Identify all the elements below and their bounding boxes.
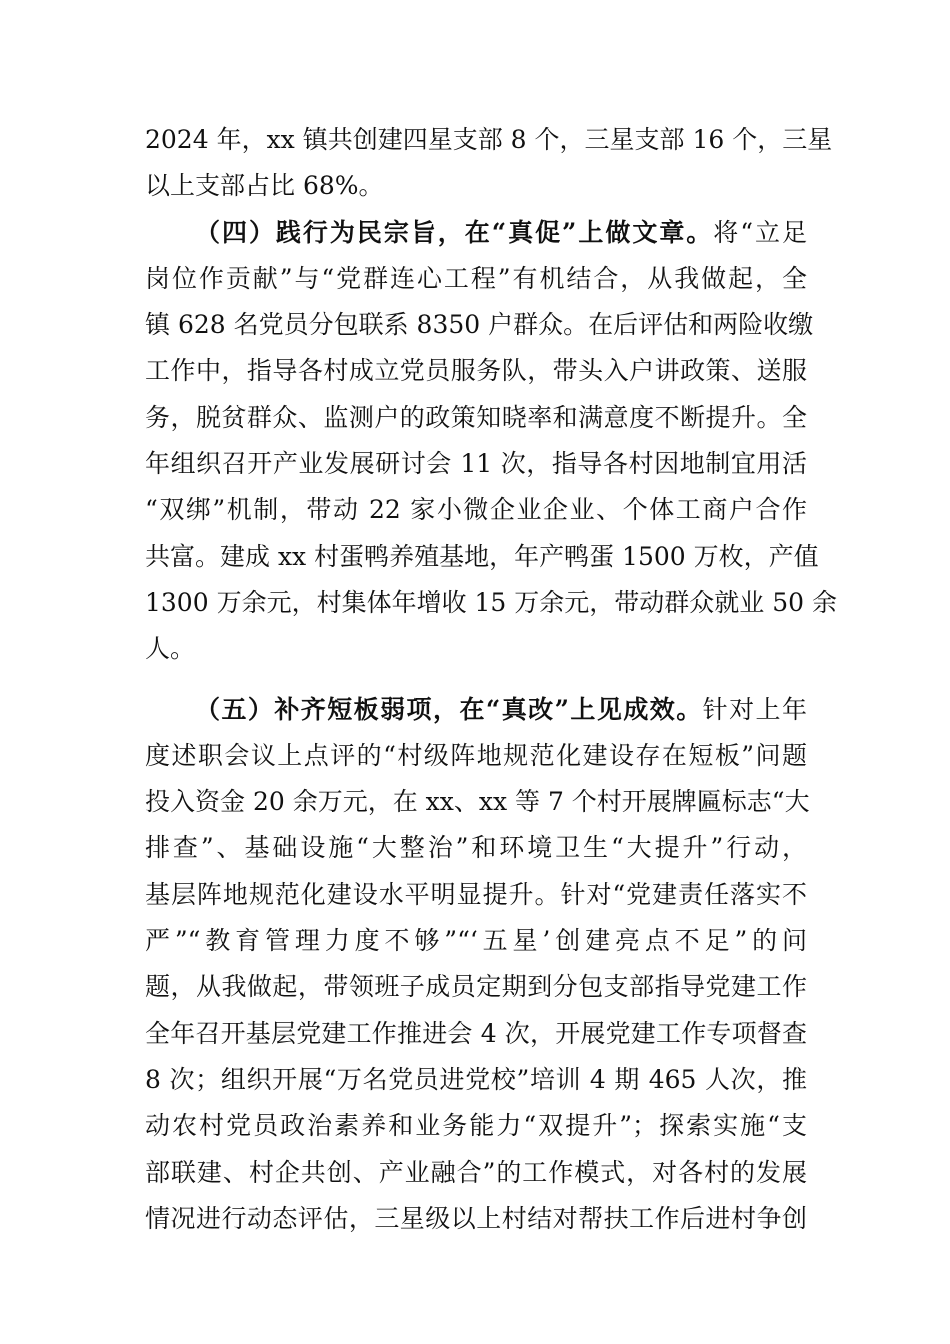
text-line: 人。 (145, 634, 196, 664)
text-run: 将“立足 (713, 217, 808, 247)
paragraph-2 (145, 210, 837, 673)
text-line: 8 次；组织开展“万名党员进党校”培训 4 期 465 人次，推 (145, 1064, 807, 1094)
paragraph-3 (145, 687, 810, 1243)
text-line: 以上支部占比 68%。 (145, 171, 384, 201)
text-line: 2024 年，xx 镇共创建四星支部 8 个，三星支部 16 个，三星 (145, 125, 833, 154)
text-line: 严”“教育管理力度不够”“‘五星’创建亮点不足”的问 (145, 926, 807, 956)
text-run: 针对上年 (702, 694, 807, 724)
text-line: 基层阵地规范化建设水平明显提升。针对“党建责任落实不 (145, 879, 807, 909)
text-line: 情况进行动态评估，三星级以上村结对帮扶工作后进村争创 (145, 1203, 807, 1233)
text-line: 投入资金 20 余万元，在 xx、xx 等 7 个村开展牌匾标志“大 (145, 787, 810, 817)
text-line: 务，脱贫群众、监测户的政策知晓率和满意度不断提升。全 (145, 402, 807, 432)
text-line: 部联建、村企共创、产业融合”的工作模式，对各村的发展 (145, 1157, 807, 1187)
text-line: 排查”、基础设施“大整治”和环境卫生“大提升”行动， (145, 833, 807, 863)
text-line: 1300 万余元，村集体年增收 15 万余元，带动群众就业 50 余 (145, 587, 837, 617)
text-line: “双绑”机制，带动 22 家小微企业企业、个体工商户合作 (145, 495, 807, 525)
text-line: 岗位作贡献”与“党群连心工程”有机结合，从我做起，全 (145, 263, 807, 293)
text-line: 年组织召开产业发展研讨会 11 次，指导各村因地制宜用活 (145, 449, 807, 479)
text-line (145, 210, 807, 256)
text-line: 全年召开基层党建工作推进会 4 次，开展党建工作专项督查 (145, 1018, 807, 1048)
text-line: 共富。建成 xx 村蛋鸭养殖基地，年产鸭蛋 1500 万枚，产值 (145, 541, 819, 571)
text-line: 题，从我做起，带领班子成员定期到分包支部指导党建工作 (145, 972, 807, 1002)
paragraph-1 (145, 117, 833, 210)
text-line: 动农村党员政治素养和业务能力“双提升”；探索实施“支 (145, 1111, 807, 1141)
section-heading: （五）补齐短板弱项，在“真改”上见成效。 (195, 694, 703, 724)
text-line: 度述职会议上点评的“村级阵地规范化建设存在短板”问题 (145, 740, 807, 770)
text-line (145, 687, 807, 733)
document-body (145, 117, 837, 1242)
text-line: 镇 628 名党员分包联系 8350 户群众。在后评估和两险收缴 (145, 310, 814, 340)
text-line: 工作中，指导各村成立党员服务队，带头入户讲政策、送服 (145, 356, 807, 386)
section-heading: （四）践行为民宗旨，在“真促”上做文章。 (195, 217, 714, 247)
paragraph-gap (145, 673, 807, 687)
